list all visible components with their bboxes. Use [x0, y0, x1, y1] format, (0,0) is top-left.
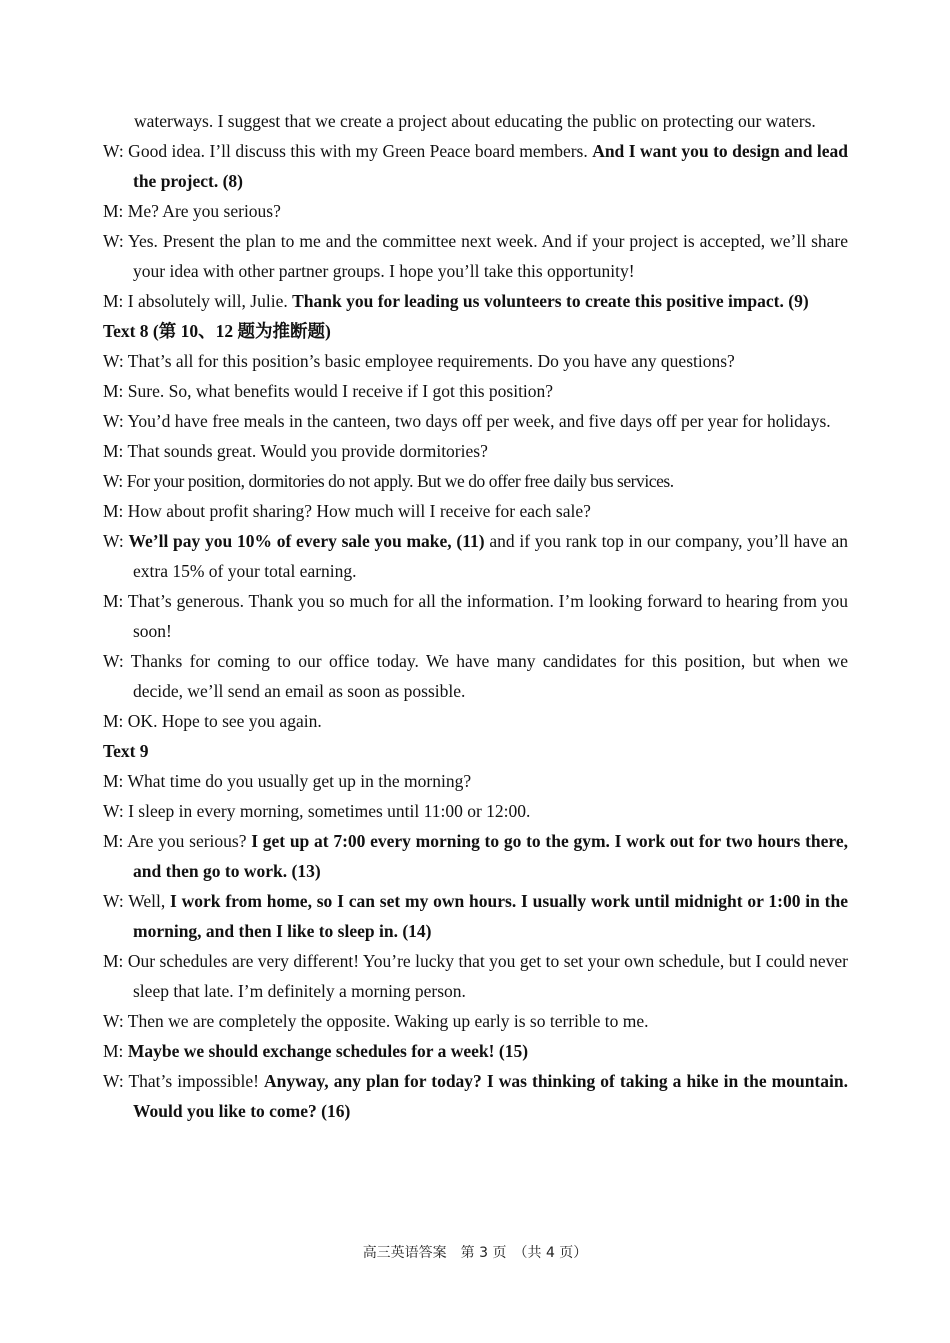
dialogue-line — [103, 1066, 848, 1126]
dialogue-text: M: I absolutely will, Julie. — [103, 291, 293, 311]
answer-highlight: I work from home, so I can set my own hours. I usually work until midnight or 1:00 in the morning, and then I like to sleep in. (14) — [133, 891, 848, 941]
dialogue-text: W: Thanks for coming to our office today. We have many candidates for this position, but when we decide, we’ll send an email as soon as possible. — [103, 651, 848, 701]
dialogue-line — [103, 796, 848, 826]
answer-highlight: Thank you for leading us volunteers to create this positive impact. (9) — [292, 291, 809, 311]
dialogue-line — [103, 406, 848, 436]
dialogue-text: W: Well, — [103, 891, 171, 911]
dialogue-line — [103, 1036, 848, 1066]
dialogue-text: M: Are you serious? — [103, 831, 252, 851]
dialogue-text: and if you rank top in our company, you’ll have an extra 15% of your total earning. — [133, 531, 849, 581]
dialogue-text: M: What time do you usually get up in the morning? — [103, 771, 472, 791]
answer-highlight: Maybe we should exchange schedules for a week! (15) — [127, 1041, 529, 1061]
dialogue-line — [103, 526, 848, 586]
dialogue-line — [103, 646, 848, 706]
dialogue-text: W: For your position, dormitories do not apply. But we do offer free daily bus services. — [103, 471, 674, 491]
dialogue-line — [103, 226, 848, 286]
answer-highlight: We’ll pay you 10% of every sale you make, (11) — [128, 531, 485, 551]
dialogue-text: W: You’d have free meals in the canteen, two days off per week, and five days off per year for holidays. — [103, 411, 831, 431]
dialogue-text: W: I sleep in every morning, sometimes until 11:00 or 12:00. — [103, 801, 531, 821]
dialogue-line — [103, 886, 848, 946]
dialogue-text: M: That sounds great. Would you provide dormitories? — [103, 441, 488, 461]
dialogue-text: W: — [103, 531, 129, 551]
dialogue-line — [103, 946, 848, 1006]
section-heading — [103, 736, 848, 766]
dialogue-continuation — [103, 106, 848, 136]
dialogue-line — [103, 286, 848, 316]
dialogue-text: W: That’s impossible! — [103, 1071, 264, 1091]
transcript-body — [103, 106, 848, 1126]
dialogue-line — [103, 376, 848, 406]
dialogue-line — [103, 586, 848, 646]
dialogue-line — [103, 766, 848, 796]
dialogue-line — [103, 466, 848, 496]
dialogue-line — [103, 196, 848, 226]
dialogue-text: M: How about profit sharing? How much will I receive for each sale? — [103, 501, 591, 521]
dialogue-text: W: Good idea. I’ll discuss this with my Green Peace board members. — [103, 141, 593, 161]
section-heading — [103, 316, 848, 346]
dialogue-text: W: That’s all for this position’s basic employee requirements. Do you have any questions? — [103, 351, 735, 371]
dialogue-line — [103, 826, 848, 886]
answer-highlight: Text 9 — [103, 741, 149, 761]
dialogue-text: W: Yes. Present the plan to me and the committee next week. And if your project is accepted, we’ll share your idea with other partner groups. I hope you’ll take this opportunity! — [103, 231, 848, 281]
dialogue-text: M: — [103, 1041, 128, 1061]
dialogue-line — [103, 1006, 848, 1036]
page-footer: 高三英语答案 第 3 页 （共 4 页） — [362, 1245, 588, 1261]
dialogue-text: M: Me? Are you serious? — [103, 201, 281, 221]
dialogue-text: waterways. I suggest that we create a project about educating the public on protecting our waters. — [134, 111, 816, 131]
dialogue-text: M: OK. Hope to see you again. — [103, 711, 322, 731]
dialogue-text: W: Then we are completely the opposite. Waking up early is so terrible to me. — [103, 1011, 649, 1031]
dialogue-text: M: Our schedules are very different! You’re lucky that you get to set your own schedule, but I could never sleep that late. I’m definitely a morning person. — [103, 951, 848, 1001]
dialogue-text: M: That’s generous. Thank you so much for all the information. I’m looking forward to hearing from you soon! — [103, 591, 848, 641]
dialogue-line — [103, 436, 848, 466]
dialogue-line — [103, 136, 848, 196]
answer-highlight: I get up at 7:00 every morning to go to the gym. I work out for two hours there, and then go to work. (13) — [133, 831, 848, 881]
dialogue-line — [103, 496, 848, 526]
dialogue-text: M: Sure. So, what benefits would I receive if I got this position? — [103, 381, 554, 401]
dialogue-line — [103, 706, 848, 736]
dialogue-line — [103, 346, 848, 376]
answer-highlight: Text 8 (第 10、12 题为推断题) — [103, 321, 331, 341]
answer-highlight: Anyway, any plan for today? I was thinking of taking a hike in the mountain. Would you like to come? (16) — [133, 1071, 848, 1121]
answer-highlight: And I want you to design and lead the project. (8) — [133, 141, 849, 191]
